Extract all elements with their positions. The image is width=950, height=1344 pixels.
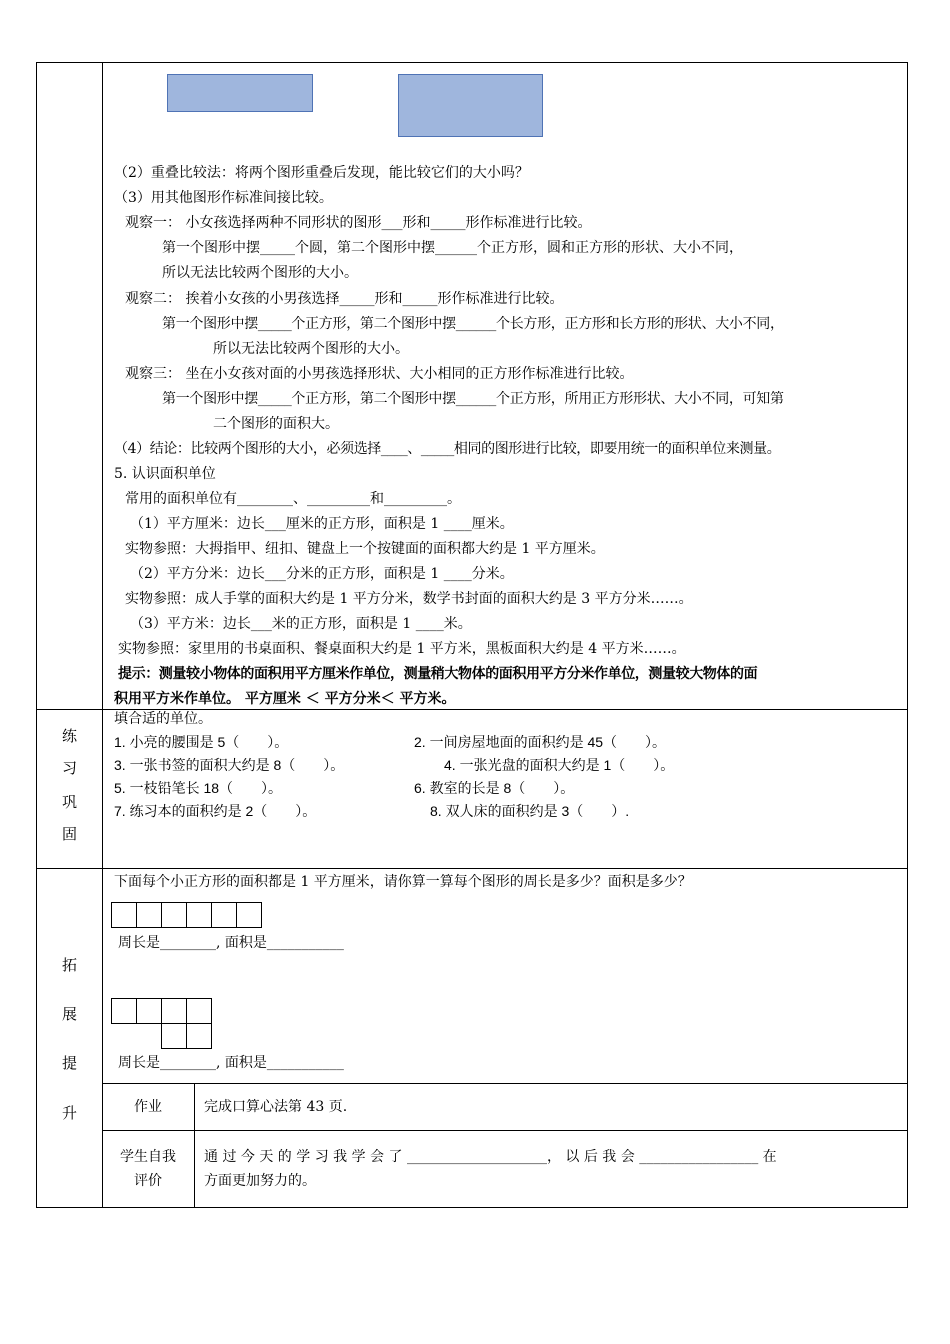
answer-line: 周长是________, 面积是___________ bbox=[118, 935, 344, 951]
practice-label-char: 练 bbox=[62, 727, 78, 745]
unit-square bbox=[187, 999, 212, 1024]
unit-square bbox=[162, 903, 187, 928]
extension-label-char: 展 bbox=[62, 1005, 78, 1023]
square-grid-shape bbox=[111, 998, 212, 1049]
text-line: 第一个图形中摆_____个正方形，第二个图形中摆______个长方形，正方形和长方形的形状、大小不同， bbox=[162, 316, 784, 332]
empty-cell bbox=[112, 1024, 137, 1049]
text-line: 所以无法比较两个图形的大小。 bbox=[213, 341, 409, 357]
practice-item: 8. 双人床的面积约是 3（ ）. bbox=[430, 803, 630, 819]
tip-line: 提示：测量较小物体的面积用平方厘米作单位，测量稍大物体的面积用平方分米作单位，测量较大物体的面 bbox=[118, 666, 758, 682]
row-divider-2 bbox=[36, 868, 908, 869]
blue-rectangle-left bbox=[167, 74, 313, 112]
unit-square bbox=[112, 999, 137, 1024]
text-line: （3）平方米：边长___米的正方形，面积是 1 ____米。 bbox=[130, 616, 472, 632]
text-line: 观察二： 挨着小女孩的小男孩选择_____形和_____形作标准进行比较。 bbox=[125, 291, 564, 307]
text-line: 第一个图形中摆_____个正方形，第二个图形中摆______个正方形，所用正方形形状、大小不同，可知第 bbox=[162, 391, 784, 407]
unit-square bbox=[137, 903, 162, 928]
extension-label-char: 拓 bbox=[62, 956, 78, 974]
practice-title: 填合适的单位。 bbox=[114, 711, 212, 727]
text-line: 二个图形的面积大。 bbox=[213, 416, 339, 432]
answer-line: 周长是________, 面积是___________ bbox=[118, 1055, 344, 1071]
text-line: （3）用其他图形作标准间接比较。 bbox=[114, 190, 333, 206]
row-divider-3 bbox=[102, 1083, 908, 1084]
practice-label-char: 巩 bbox=[62, 793, 78, 811]
homework-content: 完成口算心法第 43 页. bbox=[204, 1099, 348, 1115]
unit-square bbox=[212, 903, 237, 928]
text-line: （2）重叠比较法：将两个图形重叠后发现，能比较它们的大小吗？ bbox=[114, 165, 529, 181]
text-line: 观察三： 坐在小女孩对面的小男孩选择形状、大小相同的正方形作标准进行比较。 bbox=[125, 366, 634, 382]
text-line: （2）平方分米：边长___分米的正方形，面积是 1 ____分米。 bbox=[130, 566, 514, 582]
unit-square bbox=[237, 903, 262, 928]
practice-item: 7. 练习本的面积约是 2（ ）。 bbox=[114, 803, 317, 819]
homework-label: 作业 bbox=[134, 1099, 162, 1115]
practice-item: 4. 一张光盘的面积大约是 1（ ）。 bbox=[444, 757, 675, 773]
practice-item: 3. 一张书签的面积大约是 8（ ）。 bbox=[114, 757, 345, 773]
unit-square bbox=[187, 1024, 212, 1049]
text-line: 5. 认识面积单位 bbox=[114, 466, 216, 482]
tip-line: 积用平方米作单位。 平方厘米 ＜ 平方分米＜ 平方米。 bbox=[114, 691, 456, 707]
row-divider-4 bbox=[102, 1130, 908, 1131]
self-eval-text: 方面更加努力的。 bbox=[204, 1173, 316, 1189]
practice-item: 1. 小亮的腰围是 5（ ）。 bbox=[114, 734, 289, 750]
text-line: 第一个图形中摆_____个圆，第二个图形中摆______个正方形，圆和正方形的形状、大小不同， bbox=[162, 240, 743, 256]
text-line: 实物参照：家里用的书桌面积、餐桌面积大约是 1 平方米，黑板面积大约是 4 平方米……。 bbox=[118, 641, 686, 657]
label-column-divider bbox=[194, 1083, 195, 1208]
extension-question: 下面每个小正方形的面积都是 1 平方厘米，请你算一算每个图形的周长是多少？面积是多少？ bbox=[114, 874, 692, 890]
practice-item: 6. 教室的长是 8（ ）。 bbox=[414, 780, 575, 796]
text-line: 实物参照：成人手掌的面积大约是 1 平方分米，数学书封面的面积大约是 3 平方分米……。 bbox=[125, 591, 693, 607]
text-line: 所以无法比较两个图形的大小。 bbox=[162, 265, 358, 281]
left-column-divider bbox=[102, 62, 103, 1208]
self-eval-text: 通 过 今 天 的 学 习 我 学 会 了 ____________________， 以 后 我 会 _________________ 在 bbox=[204, 1149, 777, 1165]
unit-square bbox=[162, 1024, 187, 1049]
blue-rectangle-right bbox=[398, 74, 543, 137]
extension-label-char: 升 bbox=[62, 1104, 78, 1122]
unit-square bbox=[187, 903, 212, 928]
unit-square bbox=[112, 903, 137, 928]
empty-cell bbox=[137, 1024, 162, 1049]
square-grid-row bbox=[111, 902, 262, 928]
practice-item: 5. 一枝铅笔长 18（ ）。 bbox=[114, 780, 283, 796]
text-line: 实物参照：大拇指甲、纽扣、键盘上一个按键面的面积都大约是 1 平方厘米。 bbox=[125, 541, 605, 557]
self-eval-label: 学生自我 bbox=[120, 1149, 176, 1165]
text-line: （1）平方厘米：边长___厘米的正方形，面积是 1 ____厘米。 bbox=[130, 516, 514, 532]
text-line: 观察一： 小女孩选择两种不同形状的图形___形和_____形作标准进行比较。 bbox=[125, 215, 592, 231]
extension-label-char: 提 bbox=[62, 1054, 78, 1072]
practice-item: 2. 一间房屋地面的面积约是 45（ ）。 bbox=[414, 734, 667, 750]
self-eval-label: 评价 bbox=[134, 1173, 162, 1189]
unit-square bbox=[162, 999, 187, 1024]
unit-square bbox=[137, 999, 162, 1024]
text-line: 常用的面积单位有________、_________和_________。 bbox=[125, 491, 461, 507]
practice-label-char: 固 bbox=[62, 825, 78, 843]
practice-label-char: 习 bbox=[62, 759, 78, 777]
text-line: （4）结论：比较两个图形的大小，必须选择____、_____相同的图形进行比较，即要用统一的面积单位来测量。 bbox=[114, 441, 781, 457]
